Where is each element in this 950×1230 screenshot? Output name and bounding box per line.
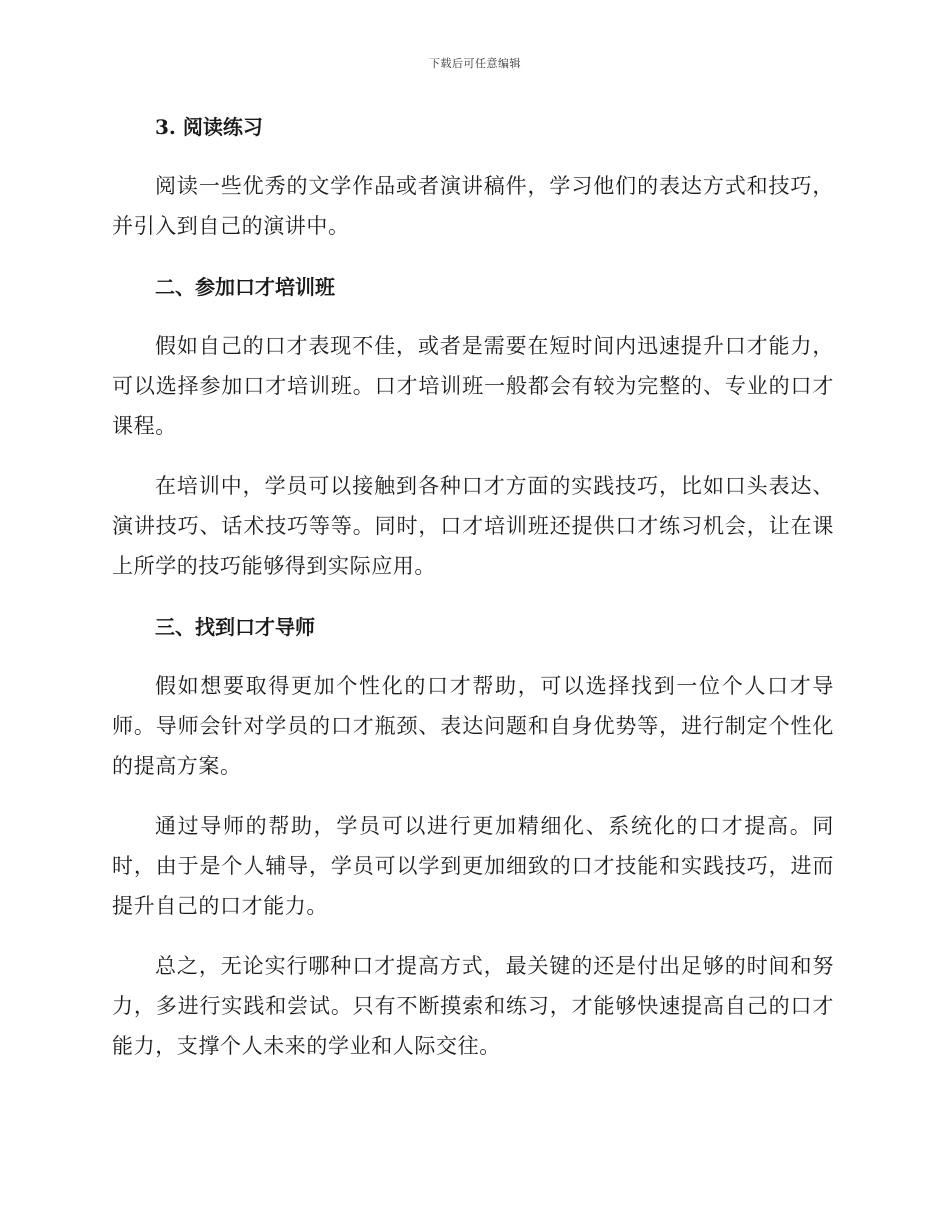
paragraph-training-class-details: 在培训中，学员可以接触到各种口才方面的实践技巧，比如口头表达、演讲技巧、话术技巧等等。同时，口才培训班还提供口才练习机会，让在课上所学的技巧能够得到实际应用。 — [112, 474, 834, 578]
section-heading-training-class: 二、参加口才培训班 — [155, 275, 335, 299]
paragraph-conclusion: 总之，无论实行哪种口才提高方式，最关键的还是付出足够的时间和努力，多进行实践和尝试。只有不断摸索和练习，才能够快速提高自己的口才能力，支撑个人未来的学业和人际交往。 — [112, 954, 834, 1058]
paragraph-training-class-intro: 假如自己的口才表现不佳，或者是需要在短时间内迅速提升口才能力，可以选择参加口才培训班。口才培训班一般都会有较为完整的、专业的口才课程。 — [112, 334, 834, 438]
paragraph-find-mentor-benefits: 通过导师的帮助，学员可以进行更加精细化、系统化的口才提高。同时，由于是个人辅导，学员可以学到更加细致的口才技能和实践技巧，进而提升自己的口才能力。 — [112, 814, 834, 918]
section-heading-reading-practice: 3. 阅读练习 — [155, 115, 263, 139]
paragraph-find-mentor-intro: 假如想要取得更加个性化的口才帮助，可以选择找到一位个人口才导师。导师会针对学员的口才瓶颈、表达问题和自身优势等，进行制定个性化的提高方案。 — [112, 674, 834, 778]
document-body — [112, 106, 834, 1086]
section-heading-find-mentor: 三、找到口才导师 — [155, 615, 315, 639]
paragraph-reading-practice: 阅读一些优秀的文学作品或者演讲稿件，学习他们的表达方式和技巧，并引入到自己的演讲中。 — [112, 174, 834, 238]
page-header: 下载后可任意编辑 — [429, 57, 521, 70]
